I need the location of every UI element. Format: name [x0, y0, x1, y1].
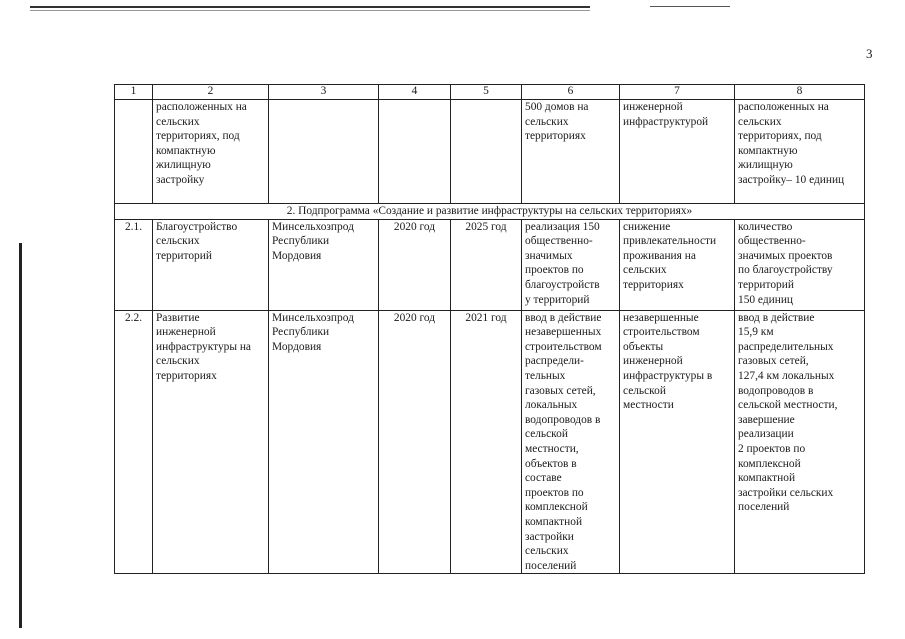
- cell-line: компактной: [738, 472, 796, 485]
- cell-line: строительством: [525, 340, 602, 353]
- cell-line: территориях: [156, 369, 217, 382]
- header-cell: 5: [451, 85, 522, 100]
- cell-line: местности,: [525, 442, 579, 455]
- cell-line: водопроводов в: [738, 384, 814, 397]
- section-title: 2. Подпрограмма «Создание и развитие инфраструктуры на сельских территориях»: [115, 204, 865, 220]
- cell-line: привлекательности: [623, 235, 717, 248]
- cell-line: распредели-: [525, 355, 584, 368]
- cell-line: комплексной: [738, 457, 801, 470]
- cell-line: Минсельхозпрод: [272, 311, 354, 324]
- cell-line: 2 проектов по: [738, 442, 806, 455]
- cell-line: 127,4 км локальных: [738, 369, 835, 382]
- cell-line: застройки: [525, 530, 574, 543]
- expected-result-cell: [522, 100, 620, 204]
- cell-line: Мордовия: [272, 340, 322, 353]
- cell-line: застройку– 10 единиц: [738, 173, 845, 186]
- indicator-cell: [735, 219, 865, 310]
- cell-line: территориях: [623, 278, 684, 291]
- cell-line: расположенных на: [156, 101, 247, 113]
- row-number-cell: [115, 100, 153, 204]
- cell-line: застройку: [156, 173, 205, 186]
- end-year-cell: 2021 год: [451, 310, 522, 574]
- cell-line: строительством: [623, 326, 700, 339]
- cell-line: значимых: [525, 249, 573, 262]
- table-row: [115, 100, 865, 204]
- table-row: [115, 310, 865, 574]
- cell-line: поселений: [738, 501, 790, 514]
- cell-line: застройки сельских: [738, 486, 834, 499]
- cell-line: газовых сетей,: [738, 355, 809, 368]
- cell-line: инженерной: [623, 355, 683, 368]
- row-number-cell: 2.1.: [115, 219, 153, 310]
- header-cell: 3: [269, 85, 379, 100]
- cell-line: местности: [623, 399, 674, 412]
- cell-line: Мордовия: [272, 249, 322, 262]
- cell-line: компактной: [525, 515, 583, 528]
- cell-line: жилищную: [738, 159, 793, 172]
- cell-line: общественно-: [738, 235, 806, 248]
- cell-line: сельских: [156, 235, 200, 248]
- scan-artifact-top-shadow: [30, 10, 590, 11]
- header-cell: 1: [115, 85, 153, 100]
- cell-line: Республики: [272, 326, 330, 339]
- table-header-row: [115, 85, 865, 100]
- header-cell: 7: [620, 85, 735, 100]
- cell-line: сельских: [156, 355, 200, 368]
- cell-line: общественно-: [525, 235, 593, 248]
- cell-line: составе: [525, 472, 562, 485]
- cell-line: снижение: [623, 220, 671, 233]
- consequence-cell: [620, 100, 735, 204]
- cell-line: локальных: [525, 399, 578, 412]
- cell-line: количество: [738, 220, 793, 233]
- start-year-cell: 2020 год: [379, 219, 451, 310]
- cell-line: незавершенные: [623, 311, 699, 324]
- organization-cell: [269, 310, 379, 574]
- cell-line: инфраструктурой: [623, 115, 709, 128]
- section-row: [115, 204, 865, 220]
- cell-line: сельских: [623, 264, 667, 277]
- cell-line: сельской местности,: [738, 399, 838, 412]
- cell-line: реализация 150: [525, 220, 600, 233]
- cell-line: 500 домов на: [525, 101, 589, 113]
- cell-line: тельных: [525, 369, 566, 382]
- header-cell: 4: [379, 85, 451, 100]
- cell-line: реализации: [738, 428, 794, 441]
- cell-line: компактную: [156, 144, 216, 157]
- organization-cell: [269, 219, 379, 310]
- program-table: [114, 84, 865, 574]
- cell-line: ввод в действие: [738, 311, 815, 324]
- table-row: [115, 219, 865, 310]
- cell-line: сельских: [738, 115, 782, 128]
- cell-line: 150 единиц: [738, 293, 794, 306]
- cell-line: территориях, под: [738, 130, 822, 143]
- cell-line: у территорий: [525, 293, 590, 306]
- cell-line: сельских: [525, 545, 569, 558]
- cell-line: значимых проектов: [738, 249, 833, 262]
- start-year-cell: 2020 год: [379, 310, 451, 574]
- cell-line: сельских: [156, 115, 200, 128]
- cell-line: распределительных: [738, 340, 834, 353]
- expected-result-cell: [522, 219, 620, 310]
- cell-line: жилищную: [156, 159, 211, 172]
- cell-line: Развитие: [156, 311, 200, 324]
- cell-line: Республики: [272, 235, 330, 248]
- cell-line: территориях, под: [156, 130, 240, 143]
- consequence-cell: [620, 219, 735, 310]
- scan-artifact-left-edge: [19, 243, 22, 628]
- header-cell: 8: [735, 85, 865, 100]
- cell-line: территорий: [156, 249, 212, 262]
- header-cell: 2: [153, 85, 269, 100]
- cell-line: сельской: [525, 428, 568, 441]
- cell-line: поселений: [525, 559, 577, 572]
- cell-line: комплексной: [525, 501, 588, 514]
- cell-line: территориях: [525, 130, 586, 143]
- measure-name-cell: [153, 100, 269, 204]
- consequence-cell: [620, 310, 735, 574]
- cell-line: проектов по: [525, 264, 584, 277]
- cell-line: сельской: [623, 384, 666, 397]
- measure-name-cell: [153, 219, 269, 310]
- cell-line: компактную: [738, 144, 798, 157]
- cell-line: объектов в: [525, 457, 577, 470]
- cell-line: инфраструктуры в: [623, 369, 713, 382]
- page-number: 3: [866, 46, 873, 61]
- end-year-cell: [451, 100, 522, 204]
- header-cell: 6: [522, 85, 620, 100]
- cell-line: инженерной: [156, 326, 216, 339]
- cell-line: сельских: [525, 115, 569, 128]
- cell-line: инженерной: [623, 101, 683, 113]
- cell-line: проектов по: [525, 486, 584, 499]
- scan-artifact-top-right: [650, 6, 730, 7]
- cell-line: проживания на: [623, 249, 696, 262]
- cell-line: Минсельхозпрод: [272, 220, 354, 233]
- cell-line: водопроводов в: [525, 413, 601, 426]
- cell-line: инфраструктуры на: [156, 340, 251, 353]
- start-year-cell: [379, 100, 451, 204]
- cell-line: расположенных на: [738, 101, 829, 113]
- scan-artifact-top: [30, 6, 590, 8]
- cell-line: 15,9 км: [738, 326, 774, 339]
- end-year-cell: 2025 год: [451, 219, 522, 310]
- cell-line: Благоустройство: [156, 220, 238, 233]
- cell-line: ввод в действие: [525, 311, 602, 324]
- cell-line: завершение: [738, 413, 795, 426]
- cell-line: объекты: [623, 340, 664, 353]
- cell-line: газовых сетей,: [525, 384, 596, 397]
- row-number-cell: 2.2.: [115, 310, 153, 574]
- organization-cell: [269, 100, 379, 204]
- indicator-cell: [735, 310, 865, 574]
- expected-result-cell: [522, 310, 620, 574]
- cell-line: незавершенных: [525, 326, 602, 339]
- cell-line: по благоустройству: [738, 264, 833, 277]
- cell-line: благоустройств: [525, 278, 600, 291]
- indicator-cell: [735, 100, 865, 204]
- cell-line: территорий: [738, 278, 794, 291]
- measure-name-cell: [153, 310, 269, 574]
